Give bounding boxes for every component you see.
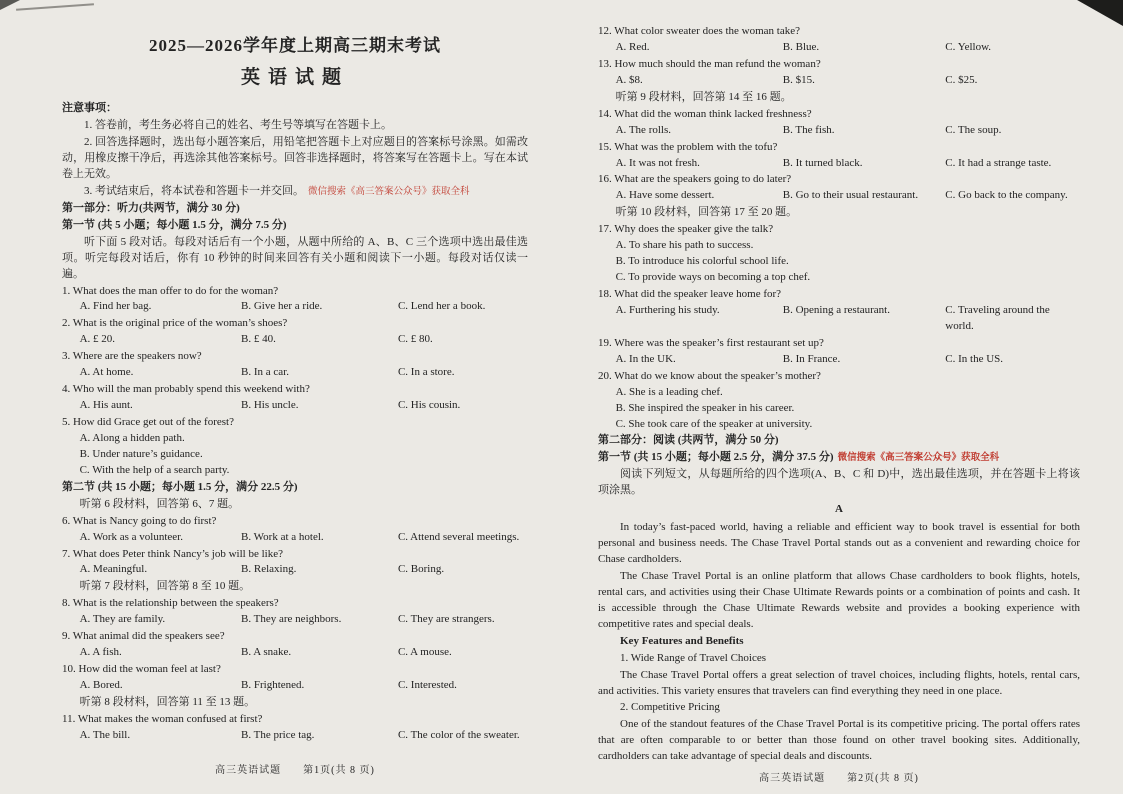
answer-option: B. In a car.: [241, 366, 289, 379]
answer-options: [62, 398, 528, 414]
cue: [62, 695, 528, 711]
question-stem: 2. What is the original price of the woman’s shoes?: [62, 317, 288, 330]
answer-options: [62, 645, 528, 661]
text-line: A: [835, 503, 843, 516]
numbered-line: [598, 700, 1080, 716]
question: [598, 107, 1080, 139]
answer-options: [598, 385, 1080, 433]
question-stem: 9. What animal did the speakers see?: [62, 630, 225, 643]
notice-head: [62, 101, 528, 117]
text-line: 第二节 (共 15 小题；每小题 1.5 分，满分 22.5 分): [62, 480, 298, 493]
text-line: 3. 考试结束后，将本试卷和答题卡一并交回。: [84, 184, 304, 197]
text-line: 听下面 5 段对话。每段对话后有一个小题，从题中所给的 A、B、C 三个选项中选出最佳选项。听完每段对话后，你有 10 秒钟的时间来回答有关小题和阅读下一小题。每段对话仅读一遍。: [62, 235, 528, 280]
heading: [62, 201, 528, 217]
answer-option: B. They are neighbors.: [241, 613, 342, 626]
heading: [62, 218, 528, 234]
answer-options: [598, 40, 1080, 56]
answer-option: C. Yellow.: [945, 40, 992, 53]
answer-option: C. She took care of the speaker at university.: [615, 417, 813, 430]
question: [62, 662, 528, 694]
answer-options: [598, 73, 1080, 89]
text-line: Key Features and Benefits: [620, 634, 744, 647]
question: [62, 349, 528, 381]
answer-option: A. In the UK.: [615, 352, 676, 365]
text-line: The Chase Travel Portal offers a great selection of travel choices, including flights, hotels, rental cars, and activities. This variety ensures that travelers can find everything they need in one place.: [598, 668, 1080, 697]
answer-option: B. Give her a ride.: [241, 300, 323, 313]
question: [62, 547, 528, 579]
para: [598, 668, 1080, 700]
text-line: In today’s fast-paced world, having a reliable and efficient way to book travel is essential for both personal and business needs. The Chase Travel Portal stands out as a convenient and rewarding choice for Chase cardholders.: [598, 521, 1080, 565]
question-stem: 7. What does Peter think Nancy’s job will be like?: [62, 547, 283, 560]
question-stem: 20. What do we know about the speaker’s mother?: [598, 369, 821, 382]
text-line: 注意事项：: [62, 102, 117, 115]
answer-option: A. They are family.: [79, 613, 166, 626]
heading: [598, 450, 1080, 466]
question: [598, 140, 1080, 172]
notice: [62, 135, 528, 183]
answer-option: B. She inspired the speaker in his career.: [615, 401, 795, 414]
center-a: [598, 502, 1080, 518]
question: [62, 382, 528, 414]
cue: [598, 205, 1080, 221]
answer-option: B. The price tag.: [241, 728, 315, 741]
heading: [598, 433, 1080, 449]
question: [62, 629, 528, 661]
answer-option: C. Attend several meetings.: [397, 530, 520, 543]
page-2: [598, 24, 1080, 785]
para: [598, 569, 1080, 633]
page-1-footer: 高三英语试题 第1页(共 8 页): [215, 764, 375, 776]
red-watermark-text: 微信搜索《高三答案公众号》获取全科: [308, 186, 470, 197]
answer-option: A. Furthering his study.: [615, 303, 720, 316]
cue: [598, 90, 1080, 106]
answer-option: C. The color of the sweater.: [397, 728, 520, 741]
question-stem: 12. What color sweater does the woman take?: [598, 25, 801, 37]
answer-option: C. Go back to the company.: [945, 189, 1068, 202]
cue: [62, 497, 528, 513]
answer-option: C. $25.: [945, 73, 978, 86]
notice: [62, 184, 528, 200]
heading: [62, 480, 528, 496]
question-stem: 10. How did the woman feel at last?: [62, 663, 221, 676]
question-stem: 8. What is the relationship between the speakers?: [62, 597, 279, 610]
text-line: 第一节 (共 15 小题；每小题 2.5 分，满分 37.5 分): [598, 451, 834, 464]
text-line: 第一部分：听力(共两节，满分 30 分): [62, 201, 240, 214]
answer-option: C. The soup.: [945, 123, 1002, 136]
answer-options: [62, 728, 528, 744]
answer-option: C. They are strangers.: [397, 613, 495, 626]
answer-option: A. At home.: [79, 366, 134, 379]
answer-option: A. Along a hidden path.: [79, 431, 185, 444]
intro: [598, 467, 1080, 499]
question: [62, 284, 528, 316]
text-line: 听第 8 段材料，回答第 11 至 13 题。: [79, 695, 256, 708]
notice: [62, 118, 528, 134]
answer-options: [598, 188, 1080, 204]
exam-subject-title: 英语试题: [240, 66, 349, 88]
answer-option: B. Frightened.: [241, 679, 305, 691]
cue: [62, 579, 528, 595]
answer-option: B. $15.: [782, 73, 815, 86]
question: [62, 596, 528, 628]
answer-option: A. His aunt.: [79, 399, 133, 412]
intro: [62, 235, 528, 283]
answer-option: C. Lend her a book.: [397, 300, 486, 313]
text-line: 阅读下列短文，从每题所给的四个选项(A、B、C 和 D)中，选出最佳选项，并在答题卡上将该项涂黑。: [598, 468, 1080, 497]
answer-option: A. Work as a volunteer.: [79, 530, 183, 543]
question-stem: 17. Why does the speaker give the talk?: [598, 223, 774, 236]
answer-options: [598, 238, 1080, 286]
text-line: 2. Competitive Pricing: [620, 701, 720, 714]
question-stem: 11. What makes the woman confused at first?: [62, 712, 263, 725]
answer-option: B. Blue.: [782, 40, 820, 53]
question-stem: 13. How much should the man refund the woman?: [598, 57, 821, 70]
answer-option: C. Boring.: [397, 563, 445, 576]
question: [62, 514, 528, 546]
answer-options: [62, 299, 528, 315]
answer-option: A. The bill.: [79, 728, 131, 741]
question-stem: 3. Where are the speakers now?: [62, 350, 202, 363]
question: [598, 336, 1080, 368]
answer-option: B. Work at a hotel.: [241, 530, 324, 543]
exam-title: 2025—2026学年度上期高三期末考试: [149, 36, 441, 55]
answer-option: C. In a store.: [397, 366, 455, 379]
answer-options: [598, 303, 1080, 335]
question-stem: 4. Who will the man probably spend this weekend with?: [62, 383, 310, 396]
answer-option: C. To provide ways on becoming a top chef.: [615, 271, 811, 284]
text-line: 第二部分：阅读 (共两节，满分 50 分): [598, 434, 779, 447]
answer-options: [62, 332, 528, 348]
question: [62, 316, 528, 348]
question-stem: 15. What was the problem with the tofu?: [598, 140, 778, 153]
answer-option: A. Red.: [615, 40, 650, 53]
answer-option: A. She is a leading chef.: [615, 385, 723, 398]
answer-options: [62, 365, 528, 381]
answer-options: [598, 156, 1080, 172]
answer-options: [62, 678, 528, 694]
scan-artifact-top-right: [1069, 0, 1123, 26]
red-watermark-text: 微信搜索《高三答案公众号》获取全科: [837, 453, 1000, 464]
answer-option: A. Have some dessert.: [615, 189, 715, 202]
answer-option: A. £ 20.: [79, 333, 116, 346]
answer-option: B. Go to their usual restaurant.: [782, 189, 919, 202]
question: [598, 172, 1080, 204]
question: [598, 369, 1080, 433]
text-line: 第一节 (共 5 小题；每小题 1.5 分，满分 7.5 分): [62, 218, 287, 231]
answer-option: A. Find her bag.: [79, 300, 152, 313]
answer-option: A. $8.: [615, 73, 643, 86]
question: [598, 222, 1080, 286]
answer-option: A. To share his path to success.: [615, 239, 754, 252]
answer-option: C. Interested.: [397, 679, 457, 691]
answer-option: B. To introduce his colorful school life.: [615, 255, 789, 268]
answer-option: B. The fish.: [782, 123, 835, 136]
scan-artifact-top-left-line: [16, 3, 94, 10]
answer-options: [598, 123, 1080, 139]
question: [598, 57, 1080, 89]
answer-options: [62, 562, 528, 578]
answer-options: [62, 431, 528, 479]
answer-option: A. It was not fresh.: [615, 156, 700, 169]
page-2-footer: 高三英语试题 第2页(共 8 页): [759, 773, 919, 785]
para: [598, 520, 1080, 568]
text-line: 1. Wide Range of Travel Choices: [620, 651, 767, 664]
answer-option: B. £ 40.: [241, 333, 276, 346]
answer-option: B. It turned black.: [782, 156, 863, 169]
answer-option: A. A fish.: [79, 646, 122, 659]
answer-option: C. Traveling around the world.: [945, 303, 1050, 332]
question: [62, 712, 528, 744]
answer-option: B. Opening a restaurant.: [782, 303, 890, 316]
para: [598, 717, 1080, 765]
text-line: 听第 9 段材料，回答第 14 至 16 题。: [615, 90, 792, 103]
numbered-line: [598, 651, 1080, 667]
answer-option: C. A mouse.: [397, 646, 452, 659]
text-line: 听第 10 段材料，回答第 17 至 20 题。: [615, 206, 798, 219]
page-2-content: [598, 24, 1080, 766]
question-stem: 14. What did the woman think lacked freshness?: [598, 107, 812, 120]
page-1-content: [62, 101, 528, 745]
answer-option: C. In the US.: [945, 352, 1004, 365]
text-line: 2. 回答选择题时，选出每小题答案后，用铅笔把答题卡上对应题目的答案标号涂黑。如需改动，用橡皮擦干净后，再选涂其他答案标号。回答非选择题时，将答案写在答题卡上。写在本试卷上无效。: [62, 136, 528, 180]
question-stem: 16. What are the speakers going to do later?: [598, 173, 792, 186]
question-stem: 1. What does the man offer to do for the woman?: [62, 284, 279, 297]
answer-options: [598, 352, 1080, 368]
page-1: [62, 34, 528, 778]
answer-option: B. In France.: [782, 352, 841, 365]
answer-option: A. The rolls.: [615, 123, 671, 136]
bold-line: [598, 634, 1080, 650]
answer-option: C. It had a strange taste.: [945, 156, 1052, 169]
text-line: 听第 7 段材料，回答第 8 至 10 题。: [79, 580, 251, 593]
answer-option: A. Meaningful.: [79, 563, 148, 576]
question-stem: 19. Where was the speaker’s first restaurant set up?: [598, 336, 824, 349]
question-stem: 6. What is Nancy going to do first?: [62, 514, 217, 527]
answer-option: B. Under nature’s guidance.: [79, 447, 203, 460]
text-line: 1. 答卷前，考生务必将自己的姓名、考生号等填写在答题卡上。: [84, 119, 392, 132]
answer-option: B. His uncle.: [241, 399, 299, 412]
text-line: One of the standout features of the Chase Travel Portal is its competitive pricing. The portal offers rates that are often comparable to or better than those found on other travel booking sites. Additionally, cardholders can take advantage of special deals and discounts.: [598, 718, 1080, 763]
text-line: The Chase Travel Portal is an online platform that allows Chase cardholders to book flights, hotels, rental cars, and activities using their Chase Ultimate Rewards points or a combination of points and cash. It is accessible through the Chase Ultimate Rewards website and provides a booking experience with competitive rates and special deals.: [598, 569, 1080, 630]
answer-option: C. With the help of a search party.: [79, 463, 230, 476]
answer-option: C. £ 80.: [397, 333, 433, 346]
question-stem: 5. How did Grace get out of the forest?: [62, 416, 234, 428]
answer-option: B. A snake.: [241, 646, 292, 659]
text-line: 听第 6 段材料，回答第 6、7 题。: [79, 497, 240, 510]
answer-options: [62, 530, 528, 546]
question: [598, 287, 1080, 335]
answer-option: C. His cousin.: [397, 399, 461, 412]
question: [598, 24, 1080, 56]
answer-option: B. Relaxing.: [241, 563, 297, 576]
answer-option: A. Bored.: [79, 679, 123, 691]
question-stem: 18. What did the speaker leave home for?: [598, 288, 782, 300]
question: [62, 415, 528, 479]
answer-options: [62, 612, 528, 628]
